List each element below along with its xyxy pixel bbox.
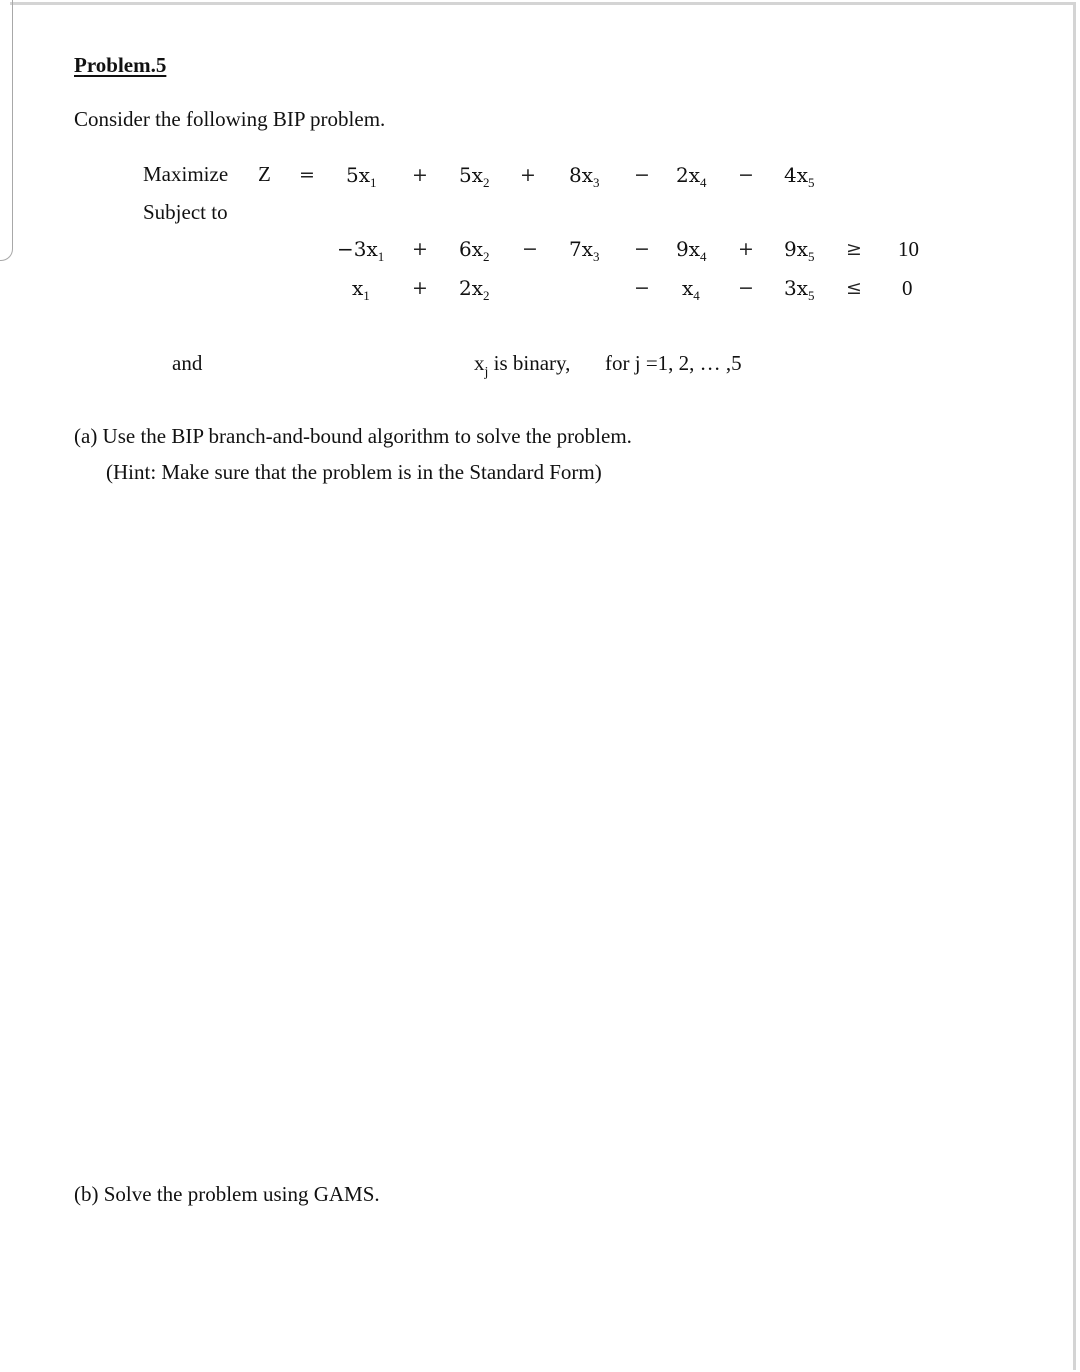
margin-marker [0, 0, 13, 261]
c2-sign-2: + [412, 277, 428, 299]
subject-to-label: Subject to [143, 200, 228, 224]
c1-sign-5: + [738, 238, 754, 260]
objective-variable: Z [258, 162, 271, 186]
obj-sign-3: + [520, 164, 536, 186]
c1-sign-2: + [412, 238, 428, 260]
binary-condition: $x_j$ is binary, [474, 351, 571, 380]
c2-relation: ≤ [846, 277, 862, 299]
c2-term-5: $3x_5$ [784, 276, 815, 303]
c1-relation: ≥ [846, 238, 862, 260]
c2-rhs: 0 [902, 276, 913, 300]
obj-term-4: $2x_4$ [676, 163, 707, 190]
index-range: for j =1, 2, … ,5 [605, 351, 742, 375]
obj-sign-4: − [634, 164, 650, 186]
maximize-label: Maximize [143, 162, 229, 186]
c1-rhs: 10 [898, 237, 919, 261]
c1-term-3: $7x_3$ [569, 237, 600, 264]
and-label: and [172, 351, 203, 375]
part-b-text: (b) Solve the problem using GAMS. [74, 1182, 380, 1206]
c2-term-1: $x_1$ [352, 276, 370, 303]
c1-term-1: $-3x_1$ [337, 237, 385, 264]
obj-term-3: $8x_3$ [569, 163, 600, 190]
obj-term-1: $5x_1$ [346, 163, 377, 190]
c1-term-4: $9x_4$ [676, 237, 707, 264]
c1-sign-3: − [522, 238, 538, 260]
obj-sign-2: + [412, 164, 428, 186]
c2-sign-5: − [738, 277, 754, 299]
obj-term-2: $5x_2$ [459, 163, 490, 190]
c1-sign-4: − [634, 238, 650, 260]
part-a-hint: (Hint: Make sure that the problem is in the Standard Form) [106, 460, 602, 484]
c2-term-4: $x_4$ [682, 276, 700, 303]
c1-term-2: $6x_2$ [459, 237, 490, 264]
c1-term-5: $9x_5$ [784, 237, 815, 264]
part-a-text: (a) Use the BIP branch-and-bound algorithm to solve the problem. [74, 424, 632, 448]
c2-term-2: $2x_2$ [459, 276, 490, 303]
intro-text: Consider the following BIP problem. [74, 107, 386, 131]
c2-sign-4: − [634, 277, 650, 299]
problem-title: Problem.5 [74, 53, 167, 77]
obj-sign-5: − [738, 164, 754, 186]
equals-sign: = [299, 164, 315, 186]
obj-term-5: $4x_5$ [784, 163, 815, 190]
